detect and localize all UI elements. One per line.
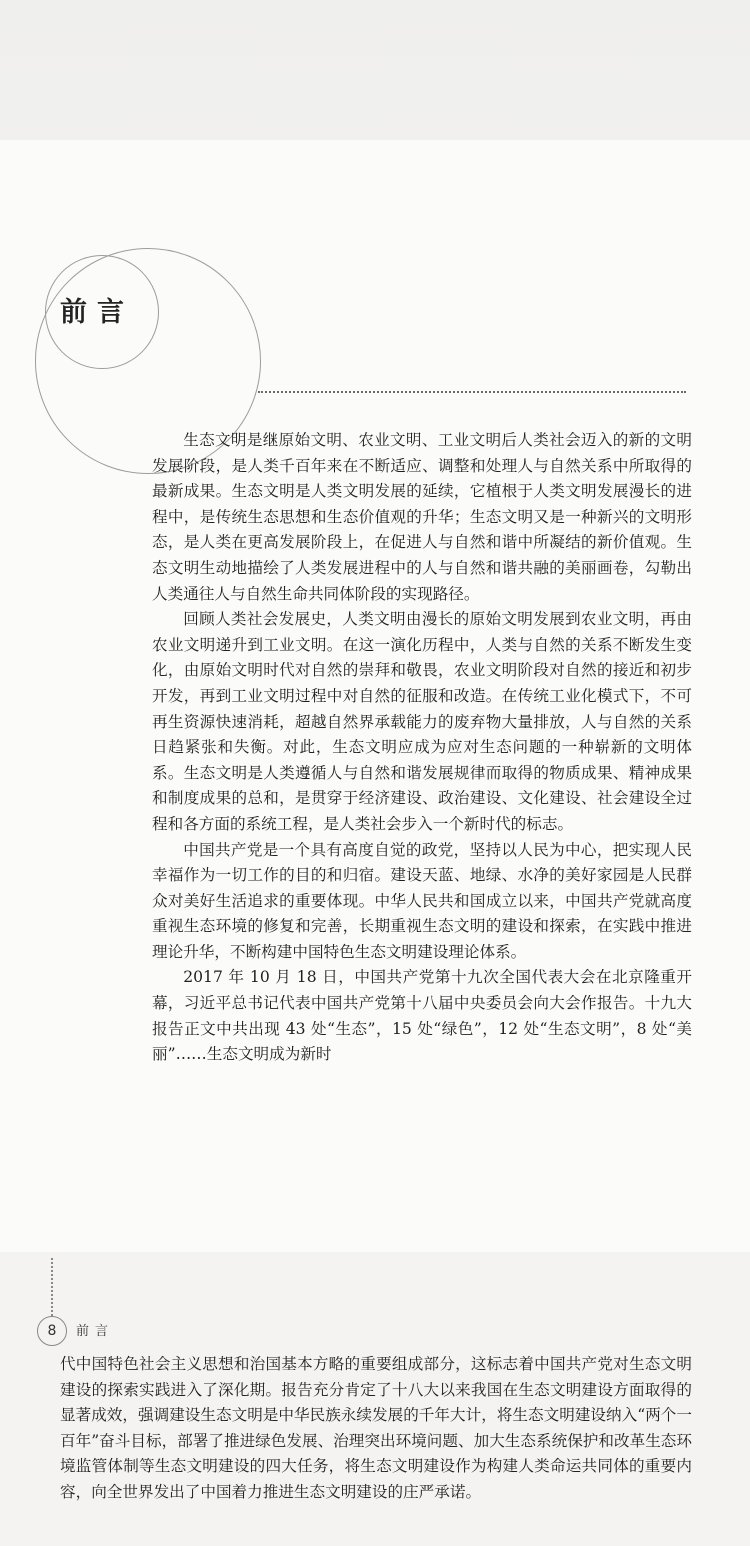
continued-paragraph: 代中国特色社会主义思想和治国基本方略的重要组成部分，这标志着中国共产党对生态文明建设的探索实践进入了深化期。报告充分肯定了十八大以来我国在生态文明建设方面取得的显著成效，强调建设生态文明是中华民族永续发展的千年大计，将生态文明建设纳入“两个一百年”奋斗目标，部署了推进绿色发展、治理突出环境问题、加大生态系统保护和改革生态环境监管体制等生态文明建设的四大任务，将生态文明建设作为构建人类命运共同体的重要内容，向全世界发出了中国着力推进生态文明建设的庄严承诺。 [60, 1355, 692, 1501]
paragraph-2: 回顾人类社会发展史，人类文明由漫长的原始文明发展到农业文明，再由农业文明递升到工业文明。在这一演化历程中，人类与自然的关系不断发生变化，由原始文明时代对自然的崇拜和敬畏，农业文明阶段对自然的接近和初步开发，再到工业文明过程中对自然的征服和改造。在传统工业化模式下，不可再生资源快速消耗，超越自然界承载能力的废弃物大量排放，人与自然的关系日趋紧张和失衡。对此，生态文明应成为应对生态问题的一种崭新的文明体系。生态文明是人类遵循人与自然和谐发展规律而取得的物质成果、精神成果和制度成果的总和，是贯穿于经济建设、政治建设、文化建设、社会建设全过程和各方面的系统工程，是人类社会步入一个新时代的标志。 [152, 610, 692, 833]
footer-dotted-rule [51, 1258, 53, 1316]
paragraph-1: 生态文明是继原始文明、农业文明、工业文明后人类社会迈入的新的文明发展阶段，是人类千百年来在不断适应、调整和处理人与自然关系中所取得的最新成果。生态文明是人类文明发展的延续，它植根于人类文明发展漫长的进程中，是传统生态思想和生态价值观的升华；生态文明又是一种新兴的文明形态，是人类在更高发展阶段上，在促进人与自然和谐中所凝结的新价值观。生态文明生动地描绘了人类发展进程中的人与自然和谐共融的美丽画卷，勾勒出人类通往人与自然生命共同体阶段的实现路径。 [152, 431, 692, 603]
next-page-body [60, 1352, 692, 1506]
title-dotted-rule [258, 391, 686, 393]
previous-page-bleed [0, 0, 750, 150]
paragraph-3: 中国共产党是一个具有高度自觉的政党，坚持以人民为中心，把实现人民幸福作为一切工作的目的和归宿。建设天蓝、地绿、水净的美好家园是人民群众对美好生活追求的重要体现。中华人民共和国成立以来，中国共产党就高度重视生态环境的修复和完善，长期重视生态文明的建设和探索，在实践中推进理论升华，不断构建中国特色生态文明建设理论体系。 [152, 840, 692, 961]
preface-body [152, 428, 692, 1068]
running-head: 前言 [76, 1324, 115, 1339]
chapter-title: 前言 [60, 297, 134, 328]
paragraph-4: 2017 年 10 月 18 日，中国共产党第十九次全国代表大会在北京隆重开幕，习近平总书记代表中国共产党第十八届中央委员会向大会作报告。十九大报告正文中共出现 43 处“生态”，15 处“绿色”，12 处“生态文明”，8 处“美丽”……生态文明成为新时 [152, 968, 692, 1064]
page-number: 8 [37, 1316, 67, 1346]
